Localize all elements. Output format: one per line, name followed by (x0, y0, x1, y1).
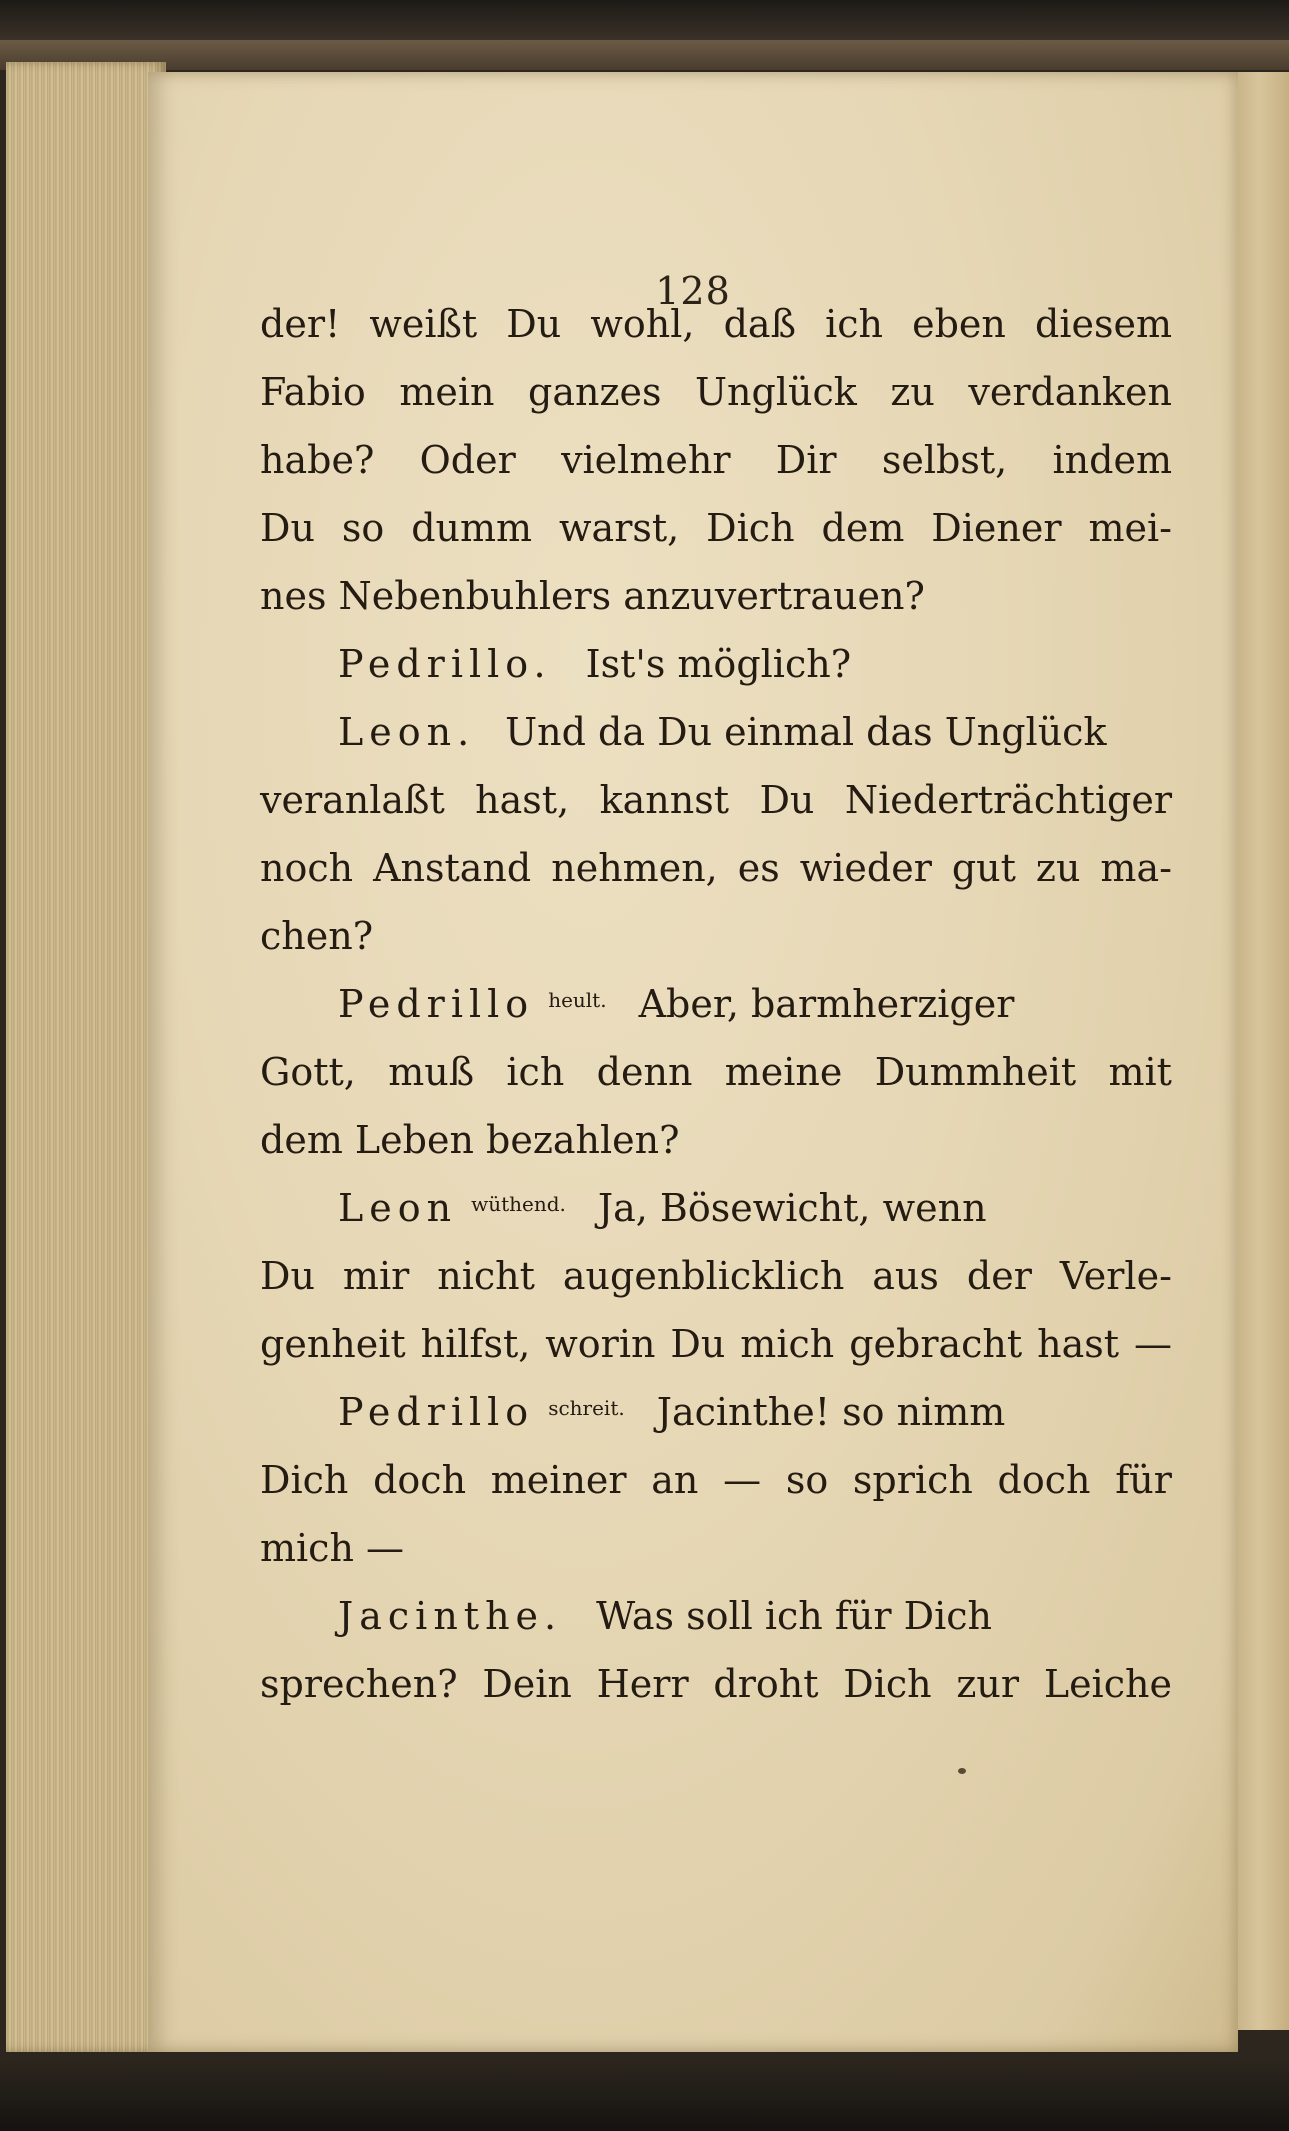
word: so (341, 506, 385, 550)
word: denn (596, 1050, 693, 1094)
word: Herr (596, 1662, 689, 1706)
word: verdanken (968, 370, 1172, 414)
word: daß (723, 302, 796, 346)
word: Dein (482, 1662, 572, 1706)
word: gebracht (849, 1322, 1023, 1366)
word: indem (1052, 438, 1172, 482)
word: sprechen? (260, 1662, 458, 1706)
word: zur (956, 1662, 1020, 1706)
word: Dir (775, 438, 837, 482)
word: Du (506, 302, 562, 346)
word: Dich (843, 1662, 932, 1706)
word: Verle- (1059, 1254, 1172, 1298)
text-line (260, 1310, 1172, 1378)
text-line (260, 426, 1172, 494)
dialogue-line (260, 1174, 1172, 1242)
word: mit (1108, 1050, 1172, 1094)
word: warst, (559, 506, 680, 550)
word: Leiche (1043, 1662, 1172, 1706)
word: zu (890, 370, 935, 414)
word: Dich (706, 506, 795, 550)
word: Diener (931, 506, 1062, 550)
word: Du (759, 778, 815, 822)
stage-direction: heult. (548, 988, 607, 1012)
text-line (260, 902, 1172, 970)
word: mir (342, 1254, 410, 1298)
word: Dummheit (874, 1050, 1077, 1094)
word: meiner (490, 1458, 627, 1502)
word: worin (545, 1322, 656, 1366)
line-text: chen? (260, 914, 374, 958)
word: sprich (852, 1458, 973, 1502)
dialogue-line (260, 630, 1172, 698)
word: wohl, (590, 302, 695, 346)
word: meine (724, 1050, 843, 1094)
line-text: Aber, barmherziger (638, 982, 1015, 1026)
word: veranlaßt (260, 778, 445, 822)
word: aus (872, 1254, 939, 1298)
line-text: Was soll ich für Dich (596, 1594, 993, 1638)
speaker-name: Pedrillo (338, 1390, 535, 1434)
word: weißt (369, 302, 478, 346)
word: Dich (260, 1458, 349, 1502)
word: mein (399, 370, 495, 414)
stage-direction: schreit. (548, 1396, 625, 1420)
line-text: Ja, Bösewicht, wenn (597, 1186, 987, 1230)
word: ganzes (528, 370, 662, 414)
word: mich (740, 1322, 835, 1366)
dialogue-line (260, 698, 1172, 766)
speaker-name: Leon (338, 1186, 458, 1230)
word: Du (670, 1322, 726, 1366)
word: Fabio (260, 370, 366, 414)
word: hast (1037, 1322, 1120, 1366)
word: nehmen, (551, 846, 718, 890)
word: nicht (437, 1254, 535, 1298)
word: hast, (475, 778, 570, 822)
text-line (260, 1650, 1172, 1718)
line-text: Ist's möglich? (585, 642, 852, 686)
ink-speck (958, 1768, 966, 1774)
word: muß (388, 1050, 475, 1094)
speaker-name: Jacinthe. (338, 1594, 563, 1638)
word: genheit (260, 1322, 406, 1366)
word: — (1133, 1322, 1172, 1366)
word: hilfst, (420, 1322, 531, 1366)
word: doch (373, 1458, 467, 1502)
word: Du (260, 1254, 315, 1298)
facing-page-edge (1236, 72, 1289, 2030)
word: für (1115, 1458, 1172, 1502)
stage-direction: wüthend. (471, 1192, 566, 1216)
word: an (651, 1458, 699, 1502)
text-line (260, 494, 1172, 562)
word: ich (825, 302, 883, 346)
word: Unglück (695, 370, 857, 414)
text-line (260, 834, 1172, 902)
text-line (260, 1106, 1172, 1174)
page-number: 128 (655, 269, 731, 313)
text-line (260, 1038, 1172, 1106)
text-line (260, 290, 1172, 358)
word: Anstand (373, 846, 532, 890)
speaker-name: Pedrillo (338, 982, 535, 1026)
line-text: Jacinthe! so nimm (656, 1390, 1006, 1434)
speaker-name: Leon. (338, 710, 476, 754)
word: mei- (1088, 506, 1172, 550)
text-line (260, 1514, 1172, 1582)
page-edges (6, 62, 166, 2052)
text-line (260, 766, 1172, 834)
word: der (966, 1254, 1032, 1298)
line-text: Und da Du einmal das Unglück (505, 710, 1107, 754)
word: — (723, 1458, 762, 1502)
word: vielmehr (561, 438, 731, 482)
line-text: nes Nebenbuhlers anzuvertrauen? (260, 574, 925, 618)
word: doch (997, 1458, 1091, 1502)
word: ich (506, 1050, 565, 1094)
word: so (785, 1458, 829, 1502)
book-cover-edge (0, 40, 1289, 70)
dialogue-line (260, 1582, 1172, 1650)
word: dumm (411, 506, 533, 550)
word: wieder (799, 846, 932, 890)
word: ma- (1100, 846, 1172, 890)
text-line (260, 1446, 1172, 1514)
word: Niederträchtiger (844, 778, 1172, 822)
word: augenblicklich (562, 1254, 845, 1298)
speaker-name: Pedrillo. (338, 642, 552, 686)
line-text: mich — (260, 1526, 405, 1570)
word: der! (260, 302, 341, 346)
word: es (737, 846, 780, 890)
text-line (260, 562, 1172, 630)
word: zu (1035, 846, 1081, 890)
word: selbst, (881, 438, 1008, 482)
word: gut (951, 846, 1016, 890)
word: Oder (419, 438, 516, 482)
word: eben (912, 302, 1006, 346)
word: noch (260, 846, 354, 890)
line-text: dem Leben bezahlen? (260, 1118, 680, 1162)
word: habe? (260, 438, 375, 482)
word: droht (713, 1662, 819, 1706)
word: Gott, (260, 1050, 356, 1094)
word: diesem (1035, 302, 1172, 346)
word: dem (821, 506, 905, 550)
word: Du (260, 506, 315, 550)
dialogue-line (260, 1378, 1172, 1446)
dialogue-line (260, 970, 1172, 1038)
text-line (260, 1242, 1172, 1310)
text-line (260, 358, 1172, 426)
word: kannst (599, 778, 730, 822)
page-text (260, 290, 1172, 1718)
